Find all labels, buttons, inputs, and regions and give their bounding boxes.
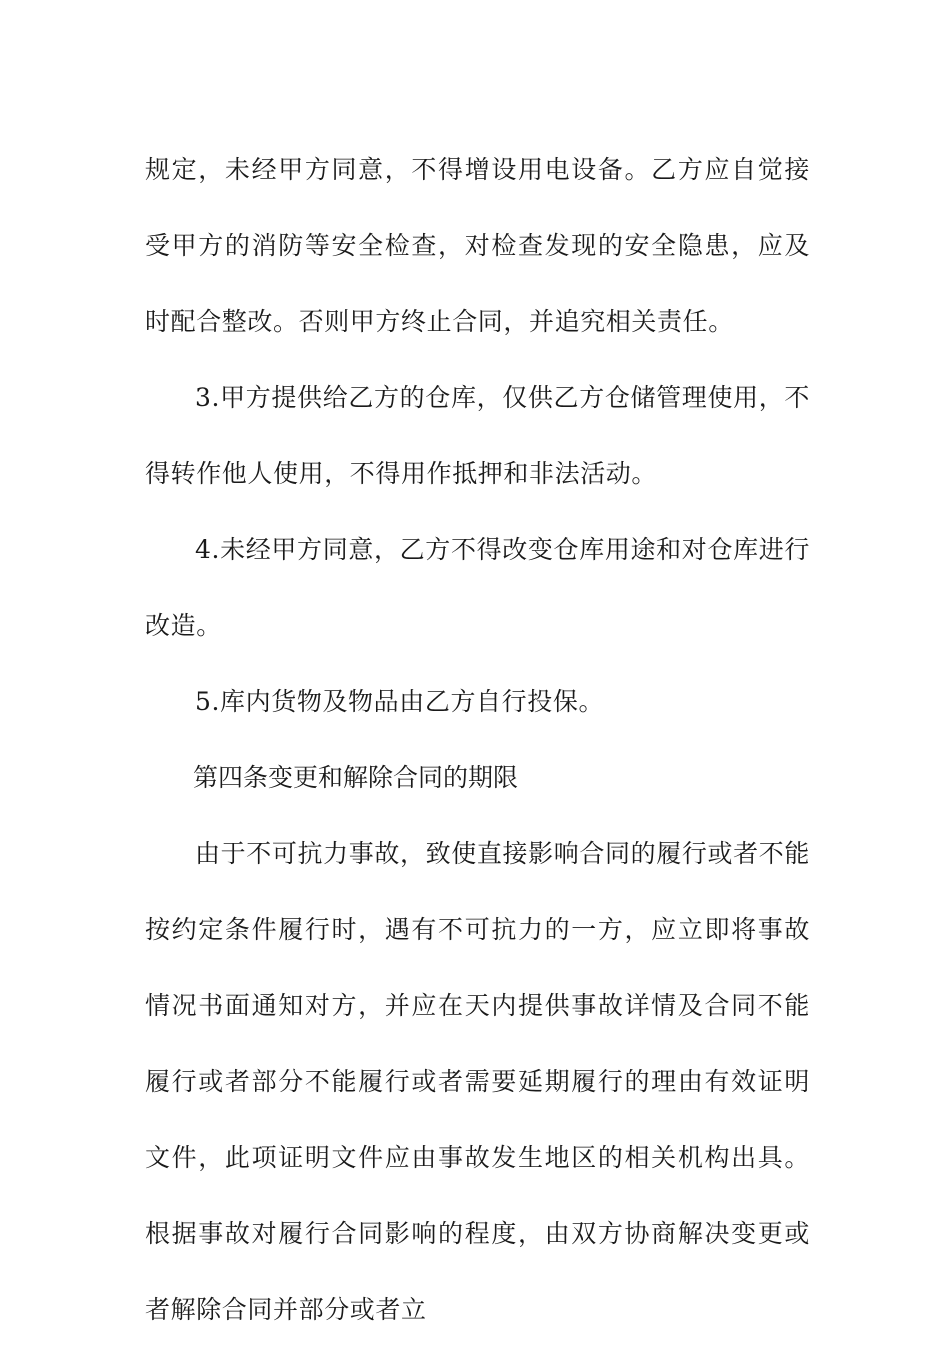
paragraph-force-majeure: 由于不可抗力事故，致使直接影响合同的履行或者不能按约定条件履行时，遇有不可抗力的一方，应立即将事故情况书面通知对方，并应在天内提供事故详情及合同不能履行或者部分不能履行或者需要延期履行的理由有效证明文件，此项证明文件应由事故发生地区的相关机构出具。根据事故对履行合同影响的程度，由双方协商解决变更或者解除合同并部分或者立 (145, 839, 810, 1324)
paragraph-item-5: 5.库内货物及物品由乙方自行投保。 (195, 687, 605, 716)
paragraph-continued-clause: 规定，未经甲方同意，不得增设用电设备。乙方应自觉接受甲方的消防等安全检查，对检查发现的安全隐患，应及时配合整改。否则甲方终止合同，并追究相关责任。 (145, 155, 810, 336)
paragraph-item-3: 3.甲方提供给乙方的仓库，仅供乙方仓储管理使用，不得转作他人使用，不得用作抵押和非法活动。 (145, 383, 810, 488)
section-heading-article-4: 第四条变更和解除合同的期限 (193, 763, 519, 792)
paragraph-item-4: 4.未经甲方同意，乙方不得改变仓库用途和对仓库进行改造。 (145, 535, 810, 640)
document-body (145, 132, 810, 1348)
